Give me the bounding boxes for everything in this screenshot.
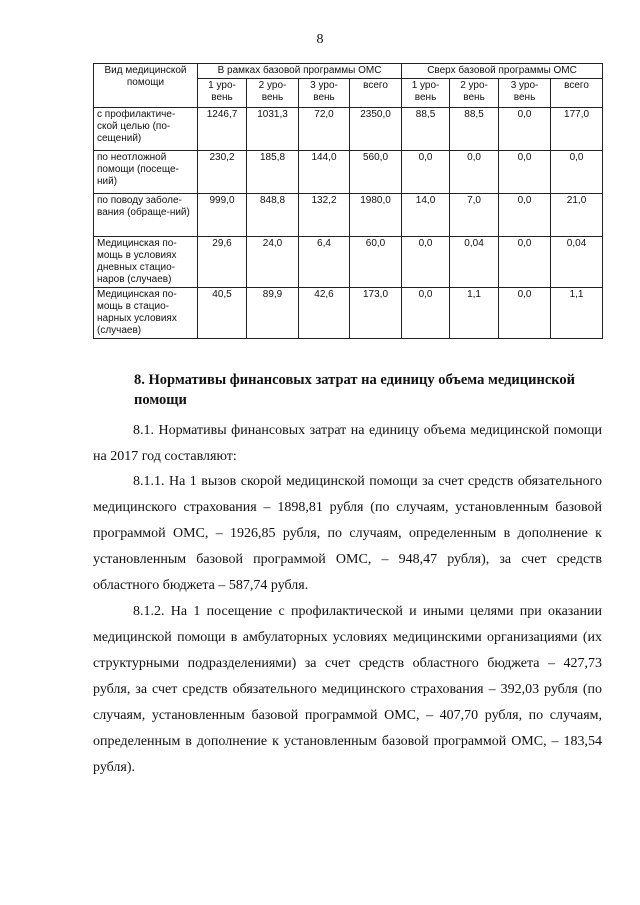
header-sub-col: всего (551, 79, 603, 108)
table-cell: 0,0 (402, 151, 450, 194)
header-group-base-program: В рамках базовой программы ОМС (198, 64, 402, 79)
table-cell: 88,5 (402, 108, 450, 151)
paragraph-8-1-2: 8.1.2. На 1 посещение с профилактической и иными целями при оказании медицинской помощи в амбулаторных условиях медицинскими организациями (их структурными подразделениями) за счет средств областного бюджета – 427,73 рубля, за счет средств обязательного медицинского страхования – 392,03 рубля (по случаям, установленным базовой программой ОМС, – 407,70 рубля, по случаям, определенным в дополнение к установленным базовой программой ОМС, – 183,54 рубля). (93, 604, 602, 775)
table-cell: 0,0 (402, 288, 450, 339)
header-sub-col: 2 уро-вень (450, 79, 499, 108)
table-cell: 0,0 (450, 151, 499, 194)
row-label: с профилактиче-ской целью (по-сещений) (94, 108, 198, 151)
table-cell: 177,0 (551, 108, 603, 151)
page-number: 8 (316, 32, 324, 47)
row-label: по поводу заболе-вания (обраще-ний) (94, 194, 198, 237)
table-cell: 0,0 (499, 151, 551, 194)
table-cell: 173,0 (350, 288, 402, 339)
paragraph-8-1: 8.1. Нормативы финансовых затрат на единицу объема медицинской помощи на 2017 год составляют: (93, 423, 602, 464)
header-sub-col: 3 уро-вень (299, 79, 350, 108)
table-cell: 560,0 (350, 151, 402, 194)
table-cell: 1246,7 (198, 108, 247, 151)
table-cell: 14,0 (402, 194, 450, 237)
table-cell: 29,6 (198, 237, 247, 288)
table-row (94, 108, 603, 151)
table-cell: 0,04 (551, 237, 603, 288)
table-cell: 230,2 (198, 151, 247, 194)
table-cell: 1,1 (551, 288, 603, 339)
header-sub-col: всего (350, 79, 402, 108)
table-cell: 0,0 (402, 237, 450, 288)
table-cell: 7,0 (450, 194, 499, 237)
header-sub-col: 3 уро-вень (499, 79, 551, 108)
table-cell: 0,0 (499, 194, 551, 237)
table-cell: 89,9 (247, 288, 299, 339)
header-group-over-base-program: Сверх базовой программы ОМС (402, 64, 603, 79)
table-row (94, 194, 603, 237)
table-cell: 0,0 (551, 151, 603, 194)
table-cell: 0,0 (499, 288, 551, 339)
table-cell: 88,5 (450, 108, 499, 151)
table-cell: 2350,0 (350, 108, 402, 151)
row-label: Медицинская по-мощь в стацио-нарных условиях (случаев) (94, 288, 198, 339)
header-medical-care-type: Вид медицинской помощи (94, 64, 198, 108)
paragraph-8-1-1: 8.1.1. На 1 вызов скорой медицинской помощи за счет средств обязательного медицинского страхования – 1898,81 рубля (по случаям, установленным базовой программой ОМС, – 1926,85 рубля, по случаям, определенным в дополнение к установленным базовой программой ОМС, – 948,47 рубля), за счет средств областного бюджета – 587,74 рубля. (93, 474, 602, 593)
table-cell: 0,0 (499, 237, 551, 288)
table-cell: 144,0 (299, 151, 350, 194)
table-cell: 6,4 (299, 237, 350, 288)
table-cell: 40,5 (198, 288, 247, 339)
table-cell: 185,8 (247, 151, 299, 194)
table-cell: 1980,0 (350, 194, 402, 237)
table-row (94, 237, 603, 288)
table-cell: 132,2 (299, 194, 350, 237)
table-cell: 21,0 (551, 194, 603, 237)
header-sub-col: 1 уро-вень (402, 79, 450, 108)
table-row (94, 288, 603, 339)
table-cell: 0,0 (499, 108, 551, 151)
row-label: по неотложной помощи (посеще-ний) (94, 151, 198, 194)
table-cell: 42,6 (299, 288, 350, 339)
table-cell: 1,1 (450, 288, 499, 339)
table-cell: 24,0 (247, 237, 299, 288)
table-cell: 60,0 (350, 237, 402, 288)
table-cell: 999,0 (198, 194, 247, 237)
header-sub-col: 1 уро-вень (198, 79, 247, 108)
table-cell: 72,0 (299, 108, 350, 151)
table-cell: 0,04 (450, 237, 499, 288)
table-cell: 1031,3 (247, 108, 299, 151)
row-label: Медицинская по-мощь в условиях дневных стацио-наров (случаев) (94, 237, 198, 288)
table-row (94, 151, 603, 194)
table-cell: 848,8 (247, 194, 299, 237)
norms-volume-table (93, 63, 603, 339)
header-sub-col: 2 уро-вень (247, 79, 299, 108)
section-heading: 8. Нормативы финансовых затрат на единицу объема медицинской помощи (134, 372, 576, 408)
